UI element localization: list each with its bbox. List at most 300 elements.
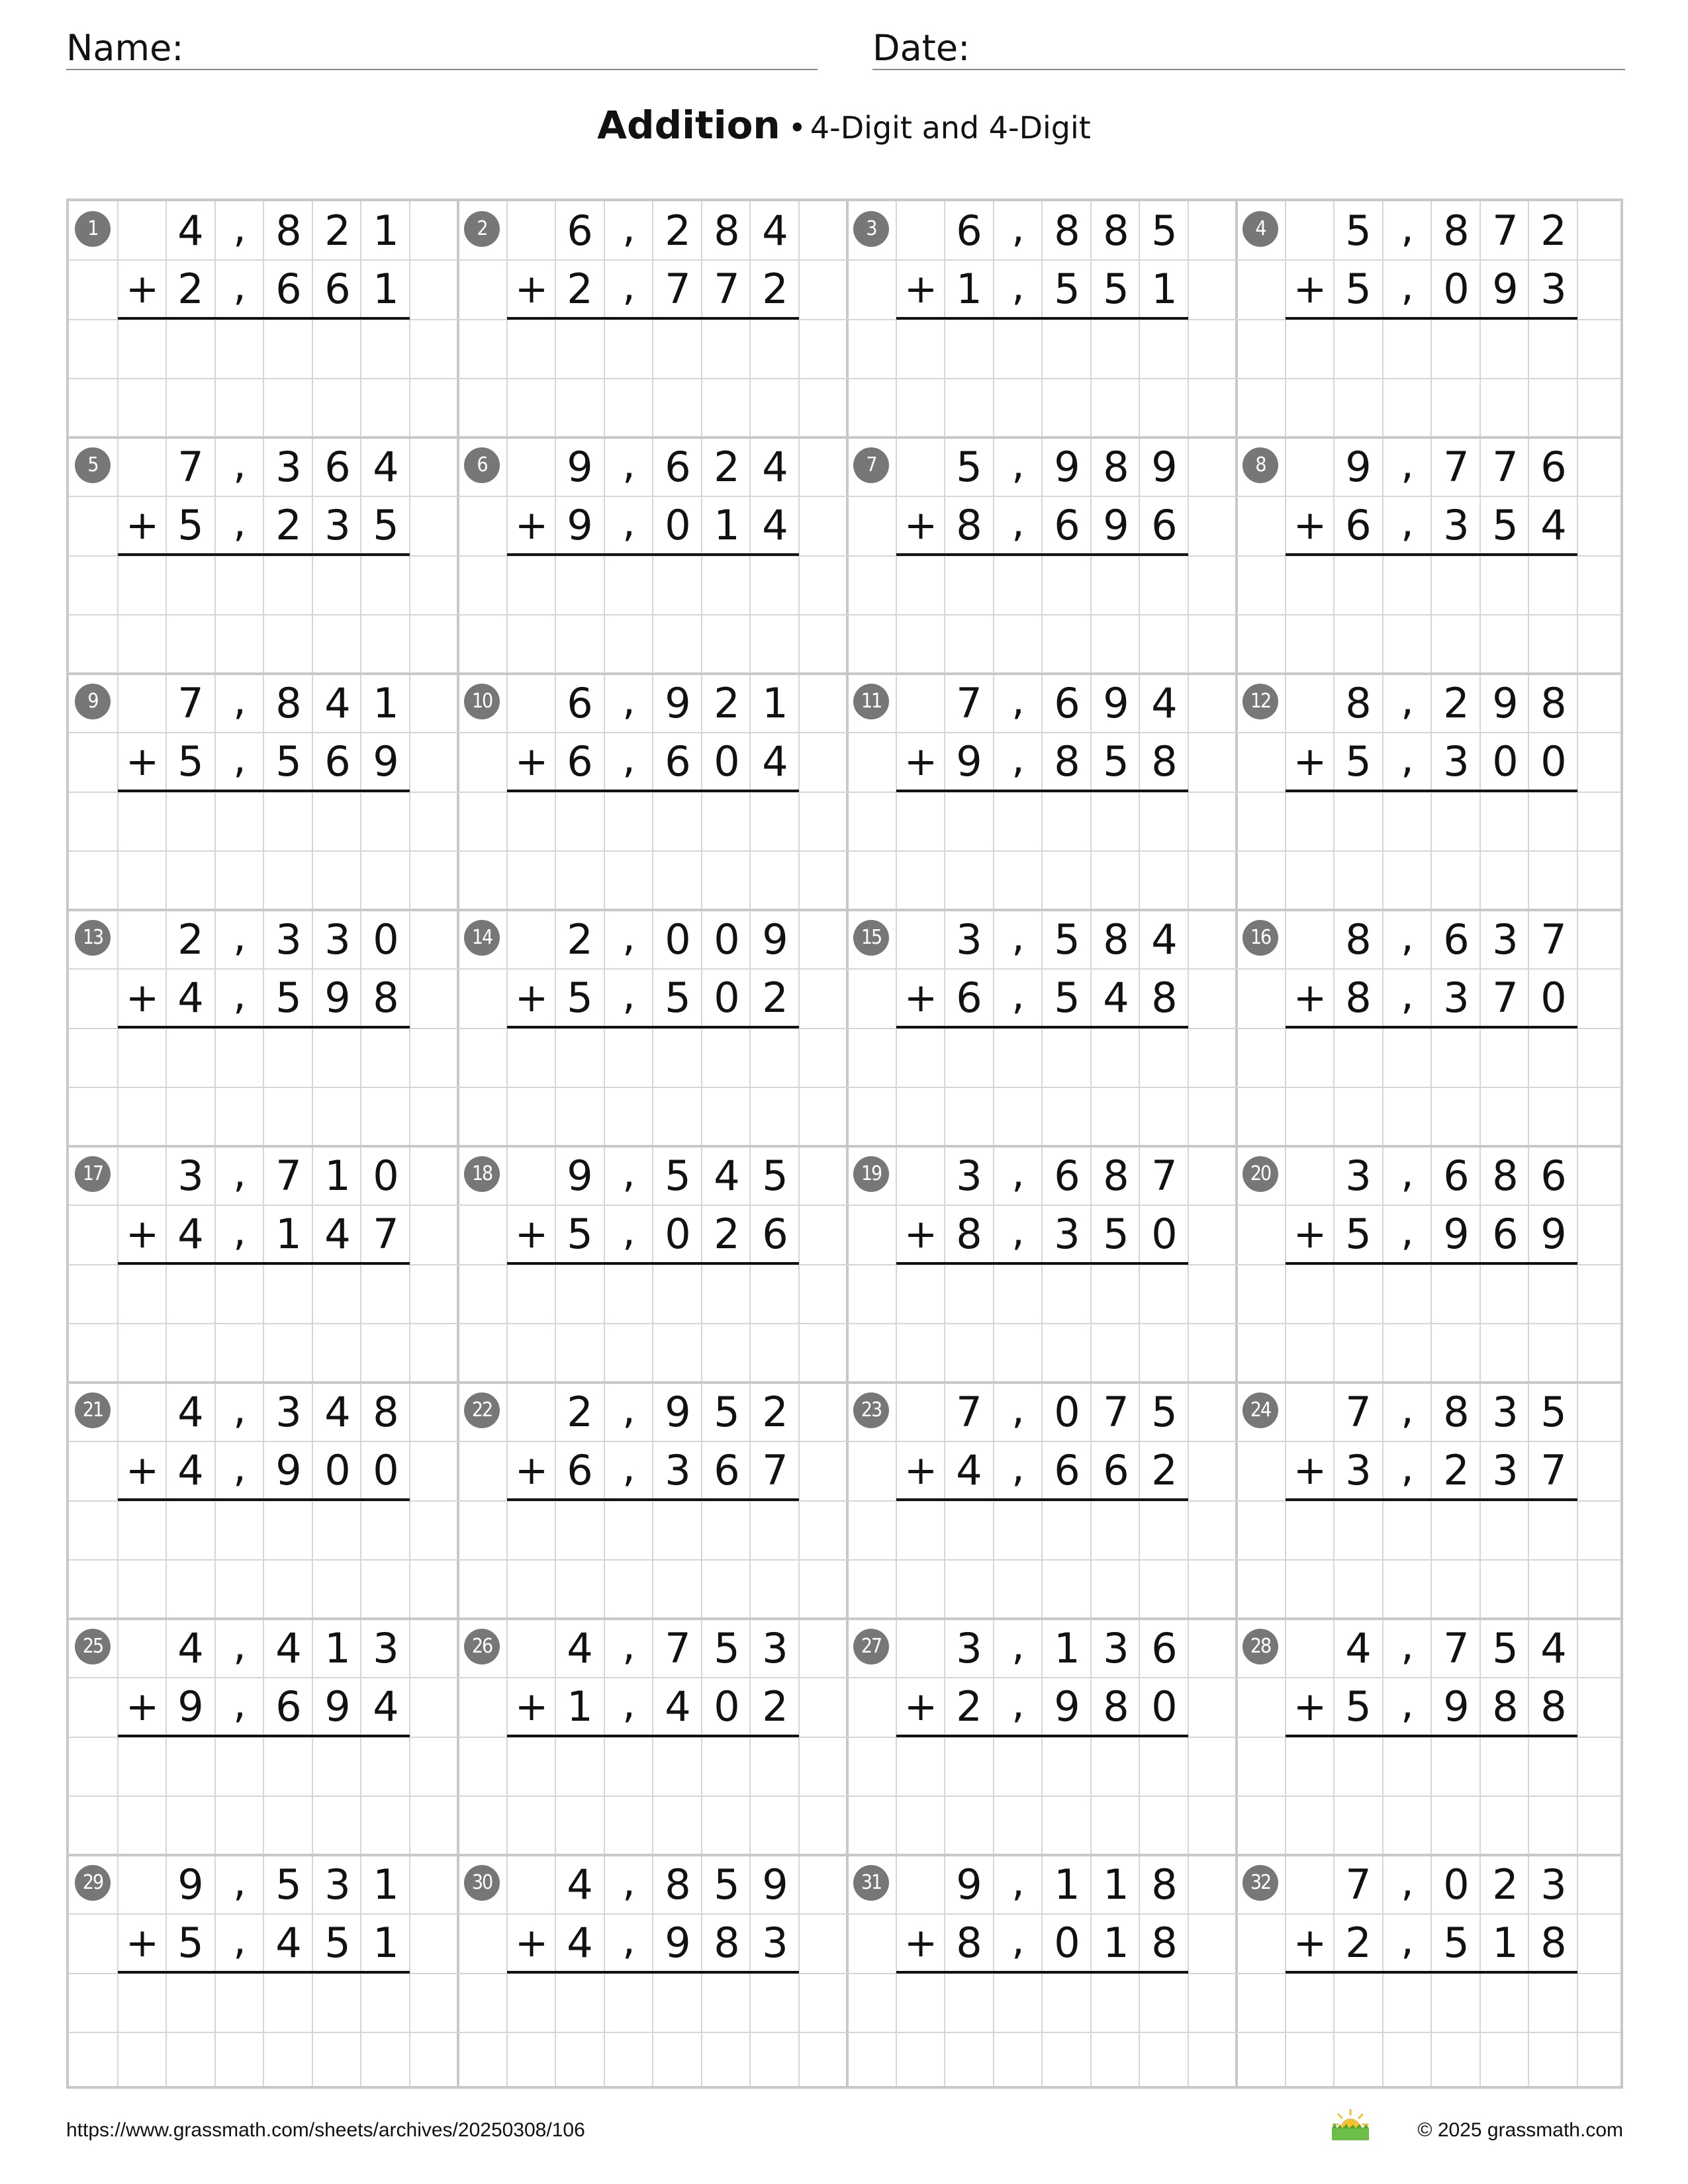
answer-area[interactable] [118,1974,410,2086]
answer-area[interactable] [507,556,799,668]
addend-top-character: 4 [762,206,788,255]
problem-11 [847,674,1237,910]
addend-top-character: 1 [1054,1860,1080,1909]
addend-top-character: 8 [1103,443,1129,491]
addend-bottom-character: 5 [665,974,691,1022]
problem-6 [458,437,847,674]
addend-bottom-character: , [1011,734,1025,782]
addend-top-character: 6 [1151,1624,1178,1672]
date-label: Date: [872,27,970,69]
problem-number-badge: 29 [75,1865,111,1901]
addend-bottom-character: 9 [1103,501,1129,549]
addend-bottom-character: 2 [762,974,788,1022]
problem-number-badge: 30 [464,1865,500,1901]
footer-url: https://www.grassmath.com/sheets/archives/20250308/106 [66,2119,585,2141]
addend-top-character: 7 [177,679,204,727]
addend-bottom-character: 8 [1054,737,1080,786]
addend-bottom-character: 3 [762,1919,788,1967]
addend-top-character: 7 [1345,1388,1372,1436]
addend-top-character: 7 [1443,443,1470,491]
addend-bottom-character: 0 [373,1446,399,1494]
addend-bottom-character: 0 [1540,737,1567,786]
addend-top-character: 4 [567,1860,593,1909]
addend-bottom-character: 8 [714,1919,740,1967]
addend-top-character: , [622,1385,635,1433]
problem-number-badge: 27 [853,1629,889,1664]
addend-bottom-character: 4 [324,1210,351,1258]
addend-top-character: 1 [373,679,399,727]
addend-bottom-character: 5 [275,974,302,1022]
addend-top-character: 2 [665,206,691,255]
addend-bottom-character: 0 [1054,1919,1080,1967]
addend-bottom-character: 3 [324,501,351,549]
addend-top-character: 2 [177,915,204,964]
addend-bottom-character: 0 [714,974,740,1022]
addend-top-character: 9 [1151,443,1178,491]
addend-top-character: 3 [373,1624,399,1672]
addend-top-character: 5 [956,443,982,491]
addend-top-character: , [1011,676,1025,724]
addend-bottom-character: 6 [1054,501,1080,549]
addend-bottom-character: 5 [1492,501,1519,549]
plus-operator: + [514,975,549,1021]
addend-bottom-character: 6 [275,265,302,313]
problem-7 [847,437,1237,674]
addend-bottom-character: 4 [177,974,204,1022]
problem-32 [1237,1855,1626,2091]
addend-bottom-character: 2 [1151,1446,1178,1494]
plus-operator: + [514,1920,549,1966]
addend-top-character: 9 [762,915,788,964]
addend-bottom-character: , [233,1206,246,1255]
addend-top-character: 3 [1345,1152,1372,1200]
addend-bottom-character: , [1011,1679,1025,1727]
addend-top-character: , [1011,1385,1025,1433]
problem-grid [66,199,1623,2089]
addend-top-character: 1 [1103,1860,1129,1909]
addend-bottom-character: 7 [762,1446,788,1494]
problem-20 [1237,1146,1626,1383]
addend-top-character: , [233,1148,246,1197]
addend-top-character: , [1401,912,1414,960]
addend-top-character: 5 [714,1388,740,1436]
addend-top-character: 5 [714,1624,740,1672]
addend-bottom-character: 0 [1151,1210,1178,1258]
addend-bottom-character: 3 [1540,265,1567,313]
answer-area[interactable] [118,792,410,905]
addend-bottom-character: , [1401,734,1414,782]
answer-area[interactable] [1286,320,1577,432]
problem-number-badge: 23 [853,1392,889,1428]
problem-13 [69,910,458,1146]
addend-bottom-character: 8 [1540,1682,1567,1731]
addend-top-character: 4 [1345,1624,1372,1672]
problem-number-badge: 13 [75,920,111,956]
addend-bottom-character: 1 [1103,1919,1129,1967]
answer-area[interactable] [896,1028,1188,1141]
problem-number-badge: 3 [853,211,889,247]
addend-top-character: 8 [714,206,740,255]
addend-top-character: , [233,1857,246,1905]
addend-bottom-character: 5 [275,737,302,786]
answer-area[interactable] [507,320,799,432]
answer-area[interactable] [896,1501,1188,1614]
addend-top-character: 4 [177,206,204,255]
addend-bottom-character: 2 [1345,1919,1372,1967]
addend-top-character: 7 [1103,1388,1129,1436]
addend-bottom-character: 9 [956,737,982,786]
addend-top-character: 1 [324,1624,351,1672]
addend-bottom-character: 3 [1345,1446,1372,1494]
addend-top-character: 8 [665,1860,691,1909]
addend-top-character: 8 [1345,915,1372,964]
problem-2 [458,201,847,437]
addend-top-character: 6 [956,206,982,255]
addend-top-character: 5 [1151,206,1178,255]
addend-bottom-character: 4 [762,501,788,549]
addend-bottom-character: 5 [177,737,204,786]
addend-top-character: 6 [1054,1152,1080,1200]
addend-top-character: 4 [373,443,399,491]
addend-bottom-character: 8 [1151,737,1178,786]
addend-top-character: , [1011,203,1025,251]
problem-22 [458,1383,847,1619]
answer-area[interactable] [118,1265,410,1377]
problem-18 [458,1146,847,1383]
addend-bottom-character: , [1401,1206,1414,1255]
addend-bottom-character: 8 [1345,974,1372,1022]
plus-operator: + [904,1211,938,1257]
addend-bottom-character: 0 [665,501,691,549]
addend-top-character: 6 [1443,1152,1470,1200]
addend-top-character: 3 [275,915,302,964]
addend-top-character: , [1401,1621,1414,1669]
addend-top-character: , [1011,912,1025,960]
addend-top-character: 5 [1345,206,1372,255]
addend-top-character: 7 [177,443,204,491]
problem-21 [69,1383,458,1619]
addend-bottom-character: 5 [1054,974,1080,1022]
addend-top-character: 0 [1054,1388,1080,1436]
plus-operator: + [125,502,160,549]
addend-bottom-character: 9 [567,501,593,549]
addend-bottom-character: 6 [762,1210,788,1258]
answer-area[interactable] [1286,1265,1577,1377]
addend-bottom-character: 8 [1492,1682,1519,1731]
plus-operator: + [514,739,549,785]
addend-top-character: 3 [956,915,982,964]
answer-area[interactable] [507,1501,799,1614]
problem-8 [1237,437,1626,674]
addend-bottom-character: 3 [1443,737,1470,786]
addend-bottom-character: 4 [762,737,788,786]
addend-top-character: 7 [665,1624,691,1672]
addend-bottom-character: 8 [373,974,399,1022]
title-separator: • [788,110,806,146]
addend-bottom-character: 0 [1151,1682,1178,1731]
addend-bottom-character: 5 [1103,265,1129,313]
addend-bottom-character: 4 [567,1919,593,1967]
addend-top-character: 6 [567,206,593,255]
addend-top-character: , [233,1621,246,1669]
addend-top-character: , [233,439,246,488]
addend-top-character: 4 [177,1388,204,1436]
addend-bottom-character: , [1011,1206,1025,1255]
answer-area[interactable] [507,1265,799,1377]
answer-area[interactable] [507,1028,799,1141]
addend-bottom-character: , [1401,1915,1414,1964]
addend-top-character: , [233,1385,246,1433]
plus-operator: + [514,1684,549,1730]
addend-bottom-character: 9 [177,1682,204,1731]
name-label: Name: [66,27,184,69]
problem-25 [69,1619,458,1855]
addend-bottom-character: 9 [665,1919,691,1967]
addend-bottom-character: 3 [1443,974,1470,1022]
problem-number-badge: 7 [853,447,889,483]
answer-area[interactable] [1286,1028,1577,1141]
addend-bottom-character: 5 [567,974,593,1022]
addend-top-character: , [233,203,246,251]
problem-19 [847,1146,1237,1383]
addend-bottom-character: 1 [567,1682,593,1731]
problem-number-badge: 26 [464,1629,500,1664]
addend-bottom-character: , [622,261,635,310]
addend-bottom-character: 4 [177,1446,204,1494]
addend-top-character: , [1401,203,1414,251]
addend-top-character: 7 [1492,443,1519,491]
plus-operator: + [125,1447,160,1494]
answer-area[interactable] [507,792,799,905]
plus-operator: + [125,1211,160,1257]
addend-bottom-character: 0 [324,1446,351,1494]
answer-area[interactable] [1286,1974,1577,2086]
addend-top-character: 9 [956,1860,982,1909]
addend-bottom-character: 4 [956,1446,982,1494]
addend-top-character: , [1011,1148,1025,1197]
plus-operator: + [1293,1920,1327,1966]
addend-top-character: 2 [1492,1860,1519,1909]
answer-area[interactable] [896,792,1188,905]
answer-area[interactable] [507,1737,799,1850]
plus-operator: + [904,1920,938,1966]
plus-operator: + [514,1447,549,1494]
addend-top-character: , [233,676,246,724]
answer-area[interactable] [118,320,410,432]
plus-operator: + [514,1211,549,1257]
addend-top-character: 7 [956,1388,982,1436]
addend-top-character: , [622,1857,635,1905]
answer-area[interactable] [118,1737,410,1850]
addend-bottom-character: , [622,1679,635,1727]
addend-top-character: 2 [567,915,593,964]
addend-top-character: 1 [324,1152,351,1200]
addend-bottom-character: 8 [1151,974,1178,1022]
addend-top-character: 8 [1345,679,1372,727]
addend-top-character: 3 [177,1152,204,1200]
addend-bottom-character: 5 [324,1919,351,1967]
addend-top-character: 9 [177,1860,204,1909]
addend-top-character: 4 [567,1624,593,1672]
addend-bottom-character: 3 [665,1446,691,1494]
addend-top-character: 9 [567,443,593,491]
addend-top-character: 8 [275,679,302,727]
addend-bottom-character: , [622,1206,635,1255]
addend-bottom-character: 0 [1492,737,1519,786]
addend-bottom-character: 9 [1492,265,1519,313]
addend-bottom-character: 7 [714,265,740,313]
addend-bottom-character: 4 [1540,501,1567,549]
problem-number-badge: 17 [75,1156,111,1192]
problem-23 [847,1383,1237,1619]
date-field[interactable] [872,20,1625,70]
problem-number-badge: 2 [464,211,500,247]
addend-bottom-character: 6 [956,974,982,1022]
answer-area[interactable] [1286,556,1577,668]
addend-top-character: 3 [956,1624,982,1672]
addend-bottom-character: 5 [1103,737,1129,786]
addend-bottom-character: 6 [324,737,351,786]
problem-5 [69,437,458,674]
addend-bottom-character: 7 [1540,1446,1567,1494]
addend-bottom-character: 9 [275,1446,302,1494]
plus-operator: + [904,1684,938,1730]
problem-4 [1237,201,1626,437]
addend-top-character: 2 [1540,206,1567,255]
addend-top-character: 0 [373,1152,399,1200]
addend-top-character: 9 [665,679,691,727]
problem-number-badge: 4 [1243,211,1278,247]
addend-bottom-character: 6 [324,265,351,313]
problem-number-badge: 5 [75,447,111,483]
plus-operator: + [1293,1447,1327,1494]
problem-number-badge: 32 [1243,1865,1278,1901]
problem-number-badge: 12 [1243,684,1278,719]
addend-top-character: 8 [275,206,302,255]
addend-bottom-character: 6 [1492,1210,1519,1258]
addend-top-character: 7 [956,679,982,727]
addend-bottom-character: , [622,1915,635,1964]
addend-bottom-character: 0 [665,1210,691,1258]
problem-number-badge: 6 [464,447,500,483]
addend-top-character: 4 [1540,1624,1567,1672]
addend-bottom-character: 5 [1345,265,1372,313]
addend-top-character: 8 [1540,679,1567,727]
answer-area[interactable] [896,556,1188,668]
addend-bottom-character: 0 [1540,974,1567,1022]
answer-area[interactable] [896,1265,1188,1377]
addend-top-character: , [622,912,635,960]
addend-top-character: 9 [762,1860,788,1909]
problem-number-badge: 28 [1243,1629,1278,1664]
addend-bottom-character: 1 [1492,1919,1519,1967]
problem-15 [847,910,1237,1146]
addend-bottom-character: , [233,970,246,1019]
plus-operator: + [904,266,938,312]
addend-top-character: 2 [762,1388,788,1436]
addend-bottom-character: 3 [1443,501,1470,549]
plus-operator: + [125,1920,160,1966]
addend-bottom-character: 8 [956,1919,982,1967]
answer-area[interactable] [896,1737,1188,1850]
plus-operator: + [1293,739,1327,785]
addend-bottom-character: 4 [275,1919,302,1967]
addend-top-character: 3 [1540,1860,1567,1909]
addend-top-character: 2 [567,1388,593,1436]
addend-bottom-character: 6 [714,1446,740,1494]
addend-bottom-character: 0 [714,737,740,786]
answer-area[interactable] [1286,792,1577,905]
addend-bottom-character: 3 [1492,1446,1519,1494]
addend-top-character: , [622,203,635,251]
addend-bottom-character: 6 [275,1682,302,1731]
addend-top-character: 9 [1492,679,1519,727]
footer-copyright: © 2025 grassmath.com [1417,2119,1623,2141]
problem-number-badge: 14 [464,920,500,956]
addend-bottom-character: 7 [665,265,691,313]
addend-top-character: 3 [324,915,351,964]
addend-top-character: 7 [1345,1860,1372,1909]
answer-area[interactable] [896,320,1188,432]
addend-top-character: 1 [373,206,399,255]
addend-top-character: , [1011,1621,1025,1669]
problem-30 [458,1855,847,2091]
problem-29 [69,1855,458,2091]
answer-area[interactable] [118,1028,410,1141]
addend-top-character: , [622,1148,635,1197]
answer-area[interactable] [1286,1737,1577,1850]
problem-3 [847,201,1237,437]
addend-bottom-character: 9 [373,737,399,786]
addend-top-character: 9 [665,1388,691,1436]
answer-area[interactable] [896,1974,1188,2086]
addend-bottom-character: 9 [1443,1210,1470,1258]
name-field[interactable] [66,20,818,70]
addend-bottom-character: 4 [1103,974,1129,1022]
addend-bottom-character: 2 [567,265,593,313]
answer-area[interactable] [118,556,410,668]
addend-top-character: , [1011,1857,1025,1905]
answer-area[interactable] [1286,1501,1577,1614]
addend-top-character: 6 [1054,679,1080,727]
addend-bottom-character: , [1011,1443,1025,1491]
plus-operator: + [125,266,160,312]
addend-bottom-character: 1 [714,501,740,549]
addend-bottom-character: , [233,734,246,782]
addend-top-character: 0 [373,915,399,964]
problem-number-badge: 20 [1243,1156,1278,1192]
answer-area[interactable] [118,1501,410,1614]
title-main: Addition [597,103,780,148]
plus-operator: + [1293,975,1327,1021]
addend-bottom-character: 8 [1103,1682,1129,1731]
addend-bottom-character: 0 [1443,265,1470,313]
addend-bottom-character: , [1011,498,1025,546]
addend-top-character: 2 [714,443,740,491]
problem-number-badge: 9 [75,684,111,719]
addend-top-character: , [622,1621,635,1669]
grassmath-sun-logo-icon [1329,2109,1372,2142]
addend-bottom-character: , [233,1915,246,1964]
addend-top-character: 4 [1151,679,1178,727]
answer-area[interactable] [507,1974,799,2086]
addend-bottom-character: , [1401,498,1414,546]
addend-top-character: 8 [1054,206,1080,255]
addend-top-character: 0 [714,915,740,964]
plus-operator: + [1293,266,1327,312]
addend-top-character: 7 [1151,1152,1178,1200]
addend-bottom-character: 9 [324,974,351,1022]
